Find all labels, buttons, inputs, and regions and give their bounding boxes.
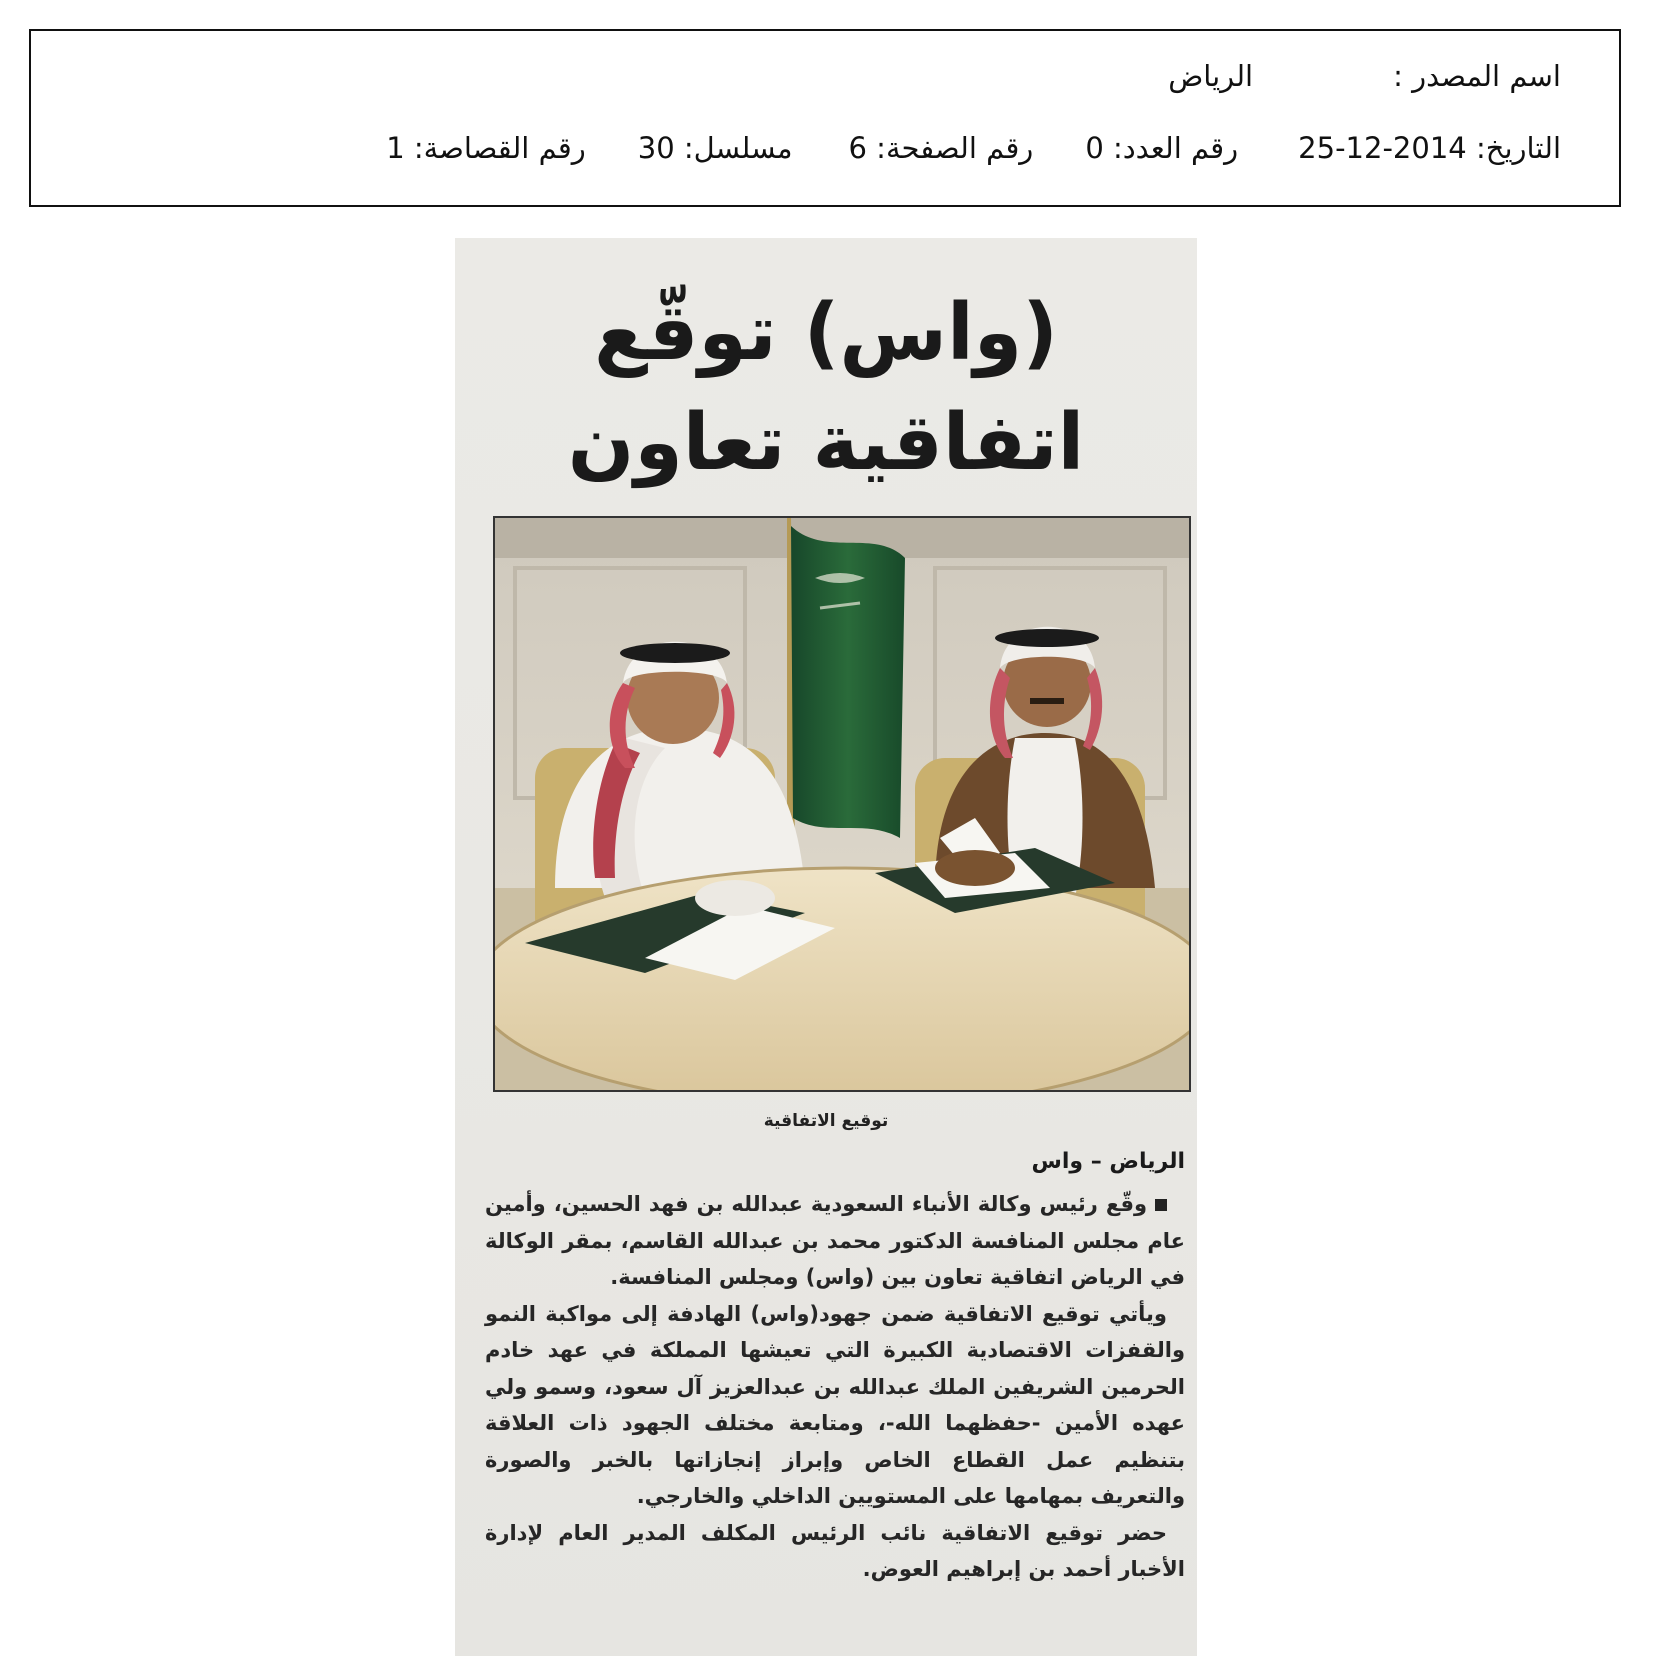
article-photo xyxy=(493,516,1191,1092)
issue-field xyxy=(1085,131,1238,165)
date-field xyxy=(1298,131,1561,165)
signing-ceremony-image xyxy=(495,518,1189,1090)
serial-label: مسلسل: xyxy=(683,131,793,165)
source-label: اسم المصدر : xyxy=(1393,59,1561,93)
source-row xyxy=(1168,59,1561,93)
clip-value: 1 xyxy=(386,131,405,165)
clip-field xyxy=(386,131,586,165)
issue-value: 0 xyxy=(1085,131,1104,165)
date-label: التاريخ: xyxy=(1475,131,1561,165)
photo-caption: توقيع الاتفاقية xyxy=(763,1111,889,1131)
clip-label: رقم القصاصة: xyxy=(413,131,586,165)
article-body xyxy=(485,1186,1185,1588)
page-value: 6 xyxy=(848,131,867,165)
serial-field xyxy=(638,131,793,165)
paragraph-1-text: وقّع رئيس وكالة الأنباء السعودية عبدالله بن فهد الحسين، وأمين عام مجلس المنافسة الدكتور محمد بن عبدالله القاسم، بمقر الوكالة في الرياض اتفاقية تعاون بين (واس) ومجلس المنافسة. xyxy=(485,1192,1185,1289)
source-value: الرياض xyxy=(1168,59,1254,93)
serial-value: 30 xyxy=(637,131,675,165)
issue-label: رقم العدد: xyxy=(1112,131,1239,165)
article-dateline: الرياض – واس xyxy=(1031,1149,1185,1174)
paragraph-3: حضر توقيع الاتفاقية نائب الرئيس المكلف المدير العام لإدارة الأخبار أحمد بن إبراهيم العوض. xyxy=(485,1520,1185,1581)
paragraph-2: ويأتي توقيع الاتفاقية ضمن جهود(واس) الهادفة إلى مواكبة النمو والقفزات الاقتصادية الكبيرة التي تعيشها المملكة في عهد خادم الحرمين الشريفين الملك عبدالله بن عبدالعزيز آل سعود، وسمو ولي عهده الأمين -حفظهما الله-، ومتابعة مختلف الجهود ذات العلاقة بتنظيم عمل القطاع الخاص وإبراز إنجازاتها بالخبر والصورة والتعريف بمهامها على المستويين الداخلي والخارجي. xyxy=(485,1301,1185,1508)
bullet-square-icon xyxy=(1155,1199,1167,1211)
newspaper-clipping xyxy=(455,238,1197,1656)
headline-line-1: (واس) توقّع اتفاقية تعاون xyxy=(567,288,1085,488)
meta-row xyxy=(386,131,1561,165)
date-value: 2014-12-25 xyxy=(1298,131,1467,165)
page-field xyxy=(849,131,1034,165)
page-label: رقم الصفحة: xyxy=(876,131,1034,165)
paragraph-1 xyxy=(485,1186,1185,1296)
clipping-header xyxy=(29,29,1621,207)
